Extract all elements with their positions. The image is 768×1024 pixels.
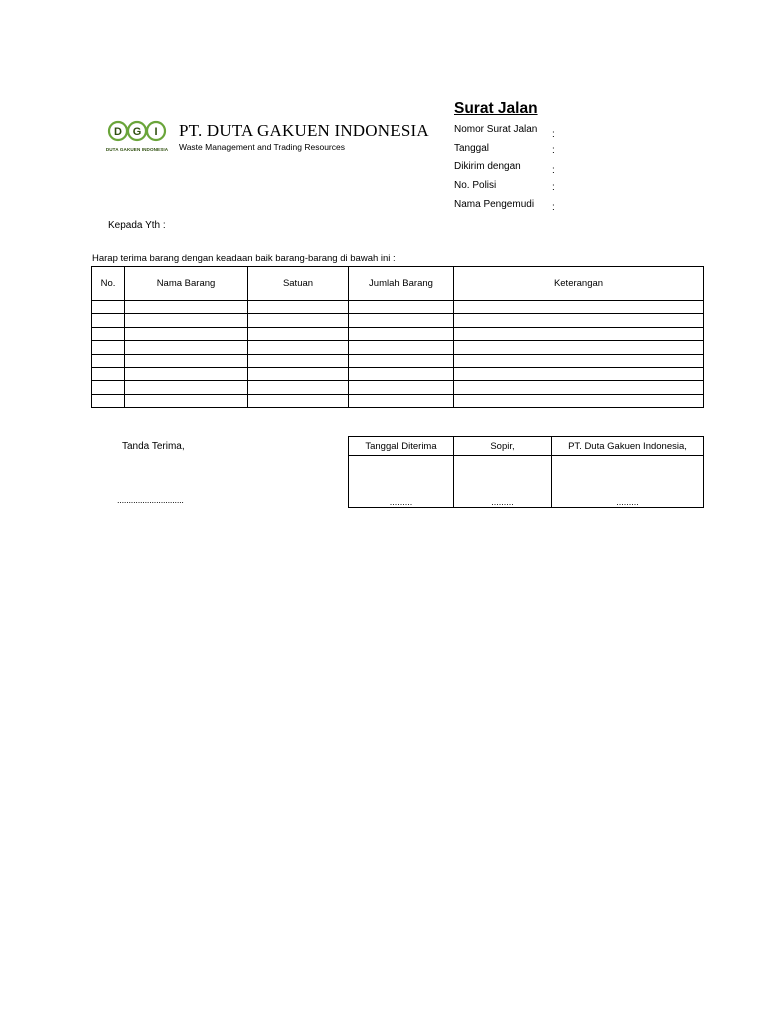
table-row [92, 341, 704, 354]
items-header-row [92, 267, 704, 301]
recipient-label: Kepada Yth : [108, 220, 166, 231]
column-header-no: No. [92, 267, 125, 301]
table-cell [92, 301, 125, 314]
table-cell [248, 354, 349, 367]
signature-line-sopir: ......... [454, 456, 552, 508]
table-cell [454, 341, 704, 354]
table-cell [349, 327, 454, 340]
signature-header-row [349, 437, 704, 456]
table-cell [454, 301, 704, 314]
receipt-label: Tanda Terima, [122, 441, 185, 452]
table-row [92, 314, 704, 327]
signature-table [348, 436, 704, 508]
receipt-signature-line: ............................. [117, 495, 184, 505]
table-cell [125, 367, 248, 380]
signature-header-tanggal-diterima: Tanggal Diterima [349, 437, 454, 456]
signature-line-tanggal: ......... [349, 456, 454, 508]
table-cell [125, 354, 248, 367]
field-colon: : [552, 182, 555, 193]
column-header-keterangan: Keterangan [454, 267, 704, 301]
table-cell [349, 301, 454, 314]
logo-caption: DUTA GAKUEN INDONESIA [105, 147, 169, 152]
table-row [92, 301, 704, 314]
instruction-text: Harap terima barang dengan keadaan baik barang-barang di bawah ini : [92, 253, 396, 264]
signature-header-sopir: Sopir, [454, 437, 552, 456]
table-row [92, 394, 704, 407]
column-header-jumlah-barang: Jumlah Barang [349, 267, 454, 301]
table-cell [125, 381, 248, 394]
table-row [92, 381, 704, 394]
signature-header-company: PT. Duta Gakuen Indonesia, [552, 437, 704, 456]
table-cell [248, 327, 349, 340]
field-label-nama-pengemudi: Nama Pengemudi [454, 199, 535, 210]
table-cell [248, 341, 349, 354]
table-cell [349, 314, 454, 327]
table-cell [248, 381, 349, 394]
table-cell [454, 394, 704, 407]
table-cell [125, 341, 248, 354]
table-cell [248, 394, 349, 407]
table-cell [92, 367, 125, 380]
table-cell [349, 341, 454, 354]
field-colon: : [552, 145, 555, 156]
logo-letter: I [154, 126, 158, 138]
document-title: Surat Jalan [454, 100, 538, 117]
table-cell [454, 367, 704, 380]
field-label-no-polisi: No. Polisi [454, 180, 497, 191]
field-colon: : [552, 165, 555, 176]
table-row [92, 367, 704, 380]
table-cell [349, 381, 454, 394]
column-header-nama-barang: Nama Barang [125, 267, 248, 301]
table-row [92, 354, 704, 367]
table-cell [92, 381, 125, 394]
field-label-dikirim-dengan: Dikirim dengan [454, 161, 521, 172]
table-cell [92, 341, 125, 354]
signature-row [349, 456, 704, 508]
column-header-satuan: Satuan [248, 267, 349, 301]
table-row [92, 327, 704, 340]
table-cell [454, 381, 704, 394]
table-cell [125, 301, 248, 314]
field-colon: : [552, 202, 555, 213]
company-tagline: Waste Management and Trading Resources [179, 142, 345, 152]
table-cell [349, 367, 454, 380]
items-table [91, 266, 704, 408]
field-label-nomor-surat-jalan: Nomor Surat Jalan [454, 124, 538, 135]
table-cell [248, 314, 349, 327]
table-cell [349, 354, 454, 367]
company-name: PT. DUTA GAKUEN INDONESIA [179, 121, 429, 140]
table-cell [125, 327, 248, 340]
table-cell [454, 314, 704, 327]
table-cell [125, 314, 248, 327]
table-cell [125, 394, 248, 407]
field-colon: : [552, 129, 555, 140]
signature-line-company: ......... [552, 456, 704, 508]
table-cell [92, 354, 125, 367]
logo-letter: G [132, 126, 142, 138]
table-cell [349, 394, 454, 407]
table-cell [92, 394, 125, 407]
table-cell [92, 327, 125, 340]
table-cell [454, 327, 704, 340]
logo-letter: D [114, 126, 122, 138]
table-cell [92, 314, 125, 327]
table-cell [248, 367, 349, 380]
field-label-tanggal: Tanggal [454, 143, 490, 154]
table-cell [248, 301, 349, 314]
table-cell [454, 354, 704, 367]
company-logo [104, 118, 170, 158]
